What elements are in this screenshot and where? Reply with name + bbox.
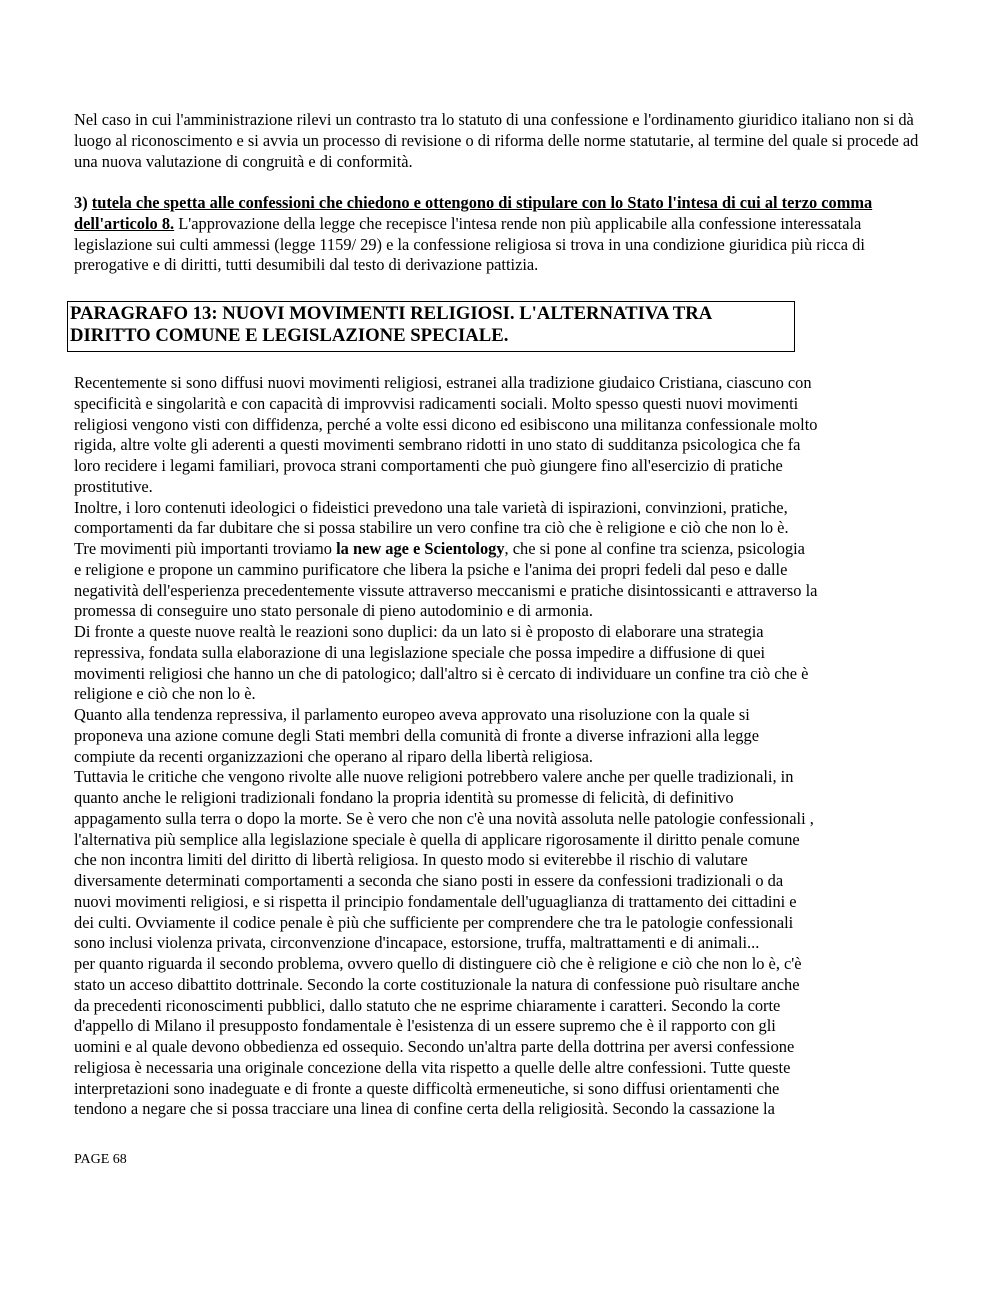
body-line: prostitutive. [74,476,153,496]
tre-line-before: Tre movimenti più importanti troviamo [74,539,337,558]
body-line: proponeva una azione comune degli Stati membri della comunità di fronte a diverse infrazioni alla legge [74,725,759,745]
body-line: comportamenti da far dubitare che si possa stabilire un vero confine tra ciò che è religione e ciò che non lo è. [74,518,789,538]
body-line: religione e ciò che non lo è. [74,684,256,704]
body-line: religiosa è necessaria una originale concezione della vita rispetto a quelle delle altre confessioni. Tutte queste [74,1057,791,1077]
paragraph-point-3 [74,193,934,276]
body-line: e religione e propone un cammino purificatore che libera la psiche e l'anima dei propri fedeli dal peso e dalle [74,559,788,579]
tre-line-after: , che si pone al confine tra scienza, psicologia [504,539,805,558]
paragraph-amministrazione: Nel caso in cui l'amministrazione rilevi un contrasto tra lo statuto di una confessione e l'ordinamento giuridico italiano non si dà luogo al riconoscimento e si avvia un processo di revisione o di riforma delle norme statutarie, al termine del quale si procede ad una nuova valutazione di congruità e di conformità. [74,110,919,171]
body-line: compiute da recenti organizzazioni che operano al riparo della libertà religiosa. [74,746,593,766]
body-line: Quanto alla tendenza repressiva, il parlamento europeo aveva approvato una risoluzione con la quale si [74,705,750,724]
point-number: 3) [74,193,92,212]
body-line: diversamente determinati comportamenti a seconda che siano posti in essere da confessioni tradizionali o da [74,871,784,890]
body-line: nuovi movimenti religiosi, e si rispetta il principio fondamentale dell'uguaglianza di trattamento dei cittadini e [74,891,797,911]
body-line: uomini e al quale devono obbedienza ed ossequio. Secondo un'altra parte della dottrina per aversi confessione [74,1037,795,1056]
body-line: per quanto riguarda il secondo problema, ovvero quello di distinguere ciò che è religione e ciò che non lo è, c'è [74,954,802,973]
body-line: d'appello di Milano il presupposto fondamentale è l'esistenza di un essere supremo che è il rapporto con gli [74,1016,776,1036]
body-line: stato un acceso dibattito dottrinale. Secondo la corte costituzionale la natura di confessione può risultare anche [74,974,800,994]
body-line: religiosi vengono visti con diffidenza, perché a volte essi dicono ed esibiscono una militanza confessionale molto [74,414,818,434]
body-line: tendono a negare che si possa tracciare una linea di confine certa della religiosità. Secondo la cassazione la [74,1099,775,1119]
body-line: l'alternativa più semplice alla legislazione speciale è quella di applicare rigorosamente il diritto penale comune [74,829,800,849]
body-line: appagamento sulla terra o dopo la morte. Se è vero che non c'è una novità assoluta nelle patologie confessionali , [74,808,814,828]
body-line: repressiva, fondata sulla elaborazione di una legislazione speciale che possa impedire a diffusione di quei [74,642,766,662]
body-line: Inoltre, i loro contenuti ideologici o fideistici prevedono una tale varietà di ispirazioni, convinzioni, pratiche, [74,497,788,517]
body-line: Recentemente si sono diffusi nuovi movimenti religiosi, estranei alla tradizione giudaico Cristiana, ciascuno con [74,373,812,392]
body-line: negatività dell'esperienza precedentemente vissute attraverso meccanismi e pratiche disintossicanti e attraverso la [74,580,818,600]
section-heading-box [67,301,795,352]
body-line: rigida, altre volte gli aderenti a questi movimenti sembrano ridotti in uno stato di sudditanza psicologica che fa [74,435,801,455]
body-line: movimenti religiosi che hanno un che di patologico; dall'altro si è cercato di individuare un confine tra ciò che è [74,663,809,683]
body-line: interpretazioni sono inadeguate e di fronte a queste difficoltà ermeneutiche, si sono diffusi orientamenti che [74,1078,780,1098]
body-line: che non incontra limiti del diritto di libertà religiosa. In questo modo si eviterebbe il rischio di valutare [74,850,748,870]
body-line [74,539,934,560]
body-line: specificità e singolarità e con capacità di improvvisi radicamenti sociali. Molto spesso questi nuovi movimenti [74,393,799,413]
section-body-text [74,373,934,1120]
point-3-underlined-title: tutela che spetta alle confessioni che chiedono e ottengono di stipulare con lo Stato l'intesa di cui al terzo comma dell'articolo 8. [74,193,873,233]
point-3-text: L'approvazione della legge che recepisce l'intesa rende non più applicabile alla confessione interessatala legislazione sui culti ammessi (legge 1159/ 29) e la confessione religiosa si trova in una condizione giuridica più ricca di prerogative e di diritti, tutti desumibili dal testo di derivazione pattizia. [74,213,865,275]
body-line: loro recidere i legami familiari, provoca strani comportamenti che può giungere fino all'esercizio di pratiche [74,456,783,475]
body-line: Tuttavia le critiche che vengono rivolte alle nuove religioni potrebbero valere anche per quelle tradizionali, in [74,767,794,787]
section-heading: PARAGRAFO 13: NUOVI MOVIMENTI RELIGIOSI. L'ALTERNATIVA TRA DIRITTO COMUNE E LEGISLAZIONE SPECIALE. [70,303,712,346]
body-line: promessa di conseguire uno stato personale di pieno autodominio e di armonia. [74,601,593,621]
tre-line-bold: la new age e Scientology [336,539,505,558]
body-line: da precedenti riconoscimenti pubblici, dallo statuto che ne esprime chiaramente i caratteri. Secondo la corte [74,995,781,1015]
page-number: PAGE 68 [74,1152,127,1167]
body-line: sono inclusi violenza privata, circonvenzione d'incapace, estorsione, truffa, maltrattamenti e di animali... [74,933,760,953]
body-line: dei culti. Ovviamente il codice penale è più che sufficiente per comprendere che tra le patologie confessionali [74,912,794,932]
body-line: Di fronte a queste nuove realtà le reazioni sono duplici: da un lato si è proposto di elaborare una strategia [74,622,764,641]
body-line: quanto anche le religioni tradizionali fondano la propria identità su promesse di felicità, di definitivo [74,788,734,807]
